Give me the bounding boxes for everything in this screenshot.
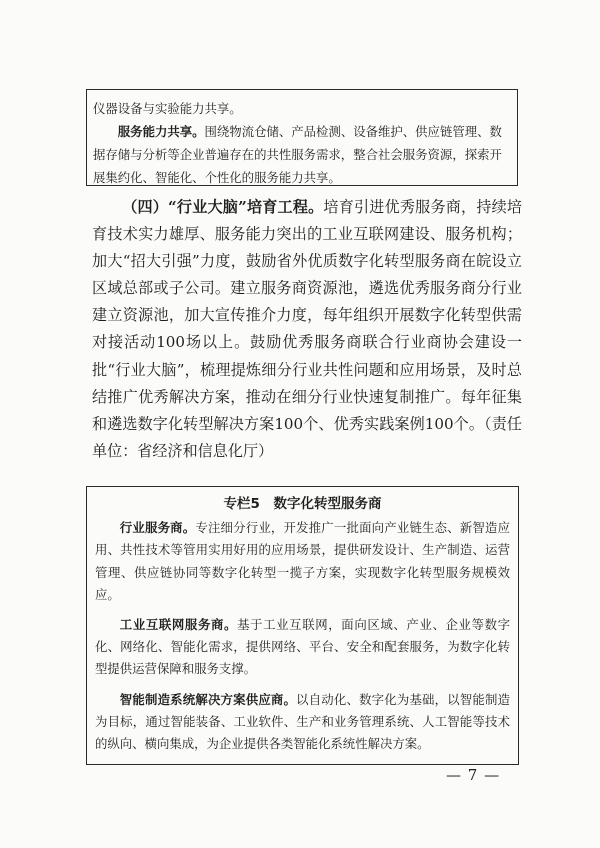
column-title: 专栏5 数字化转型服务商 bbox=[223, 496, 382, 512]
column-item-keyword: 工业互联网服务商。 bbox=[119, 617, 238, 633]
column-5-box bbox=[86, 486, 519, 765]
service-sharing-text: 围绕物流仓储、产品检测、设备维护、供应链管理、数据存储与分析等企业普遍存在的共性服务需求，整合社会服务资源，探索开展集约化、智能化、个性化的服务能力共享。 bbox=[93, 124, 502, 185]
industry-brain-section bbox=[92, 194, 522, 465]
continued-text: 仪器设备与实验能力共享。 bbox=[93, 101, 242, 116]
column-item-text: 以自动化、数字化为基础，以智能制造为目标，通过智能装备、工业软件、生产和业务管理系统、人工智能等技术的纵向、横向集成，为企业提供各类智能化系统性解决方案。 bbox=[95, 691, 510, 752]
resource-sharing-box bbox=[86, 89, 518, 186]
column-item-smart-manufacturing bbox=[95, 689, 510, 756]
service-sharing-paragraph bbox=[93, 120, 511, 189]
column-item-text: 专注细分行业，开发推广一批面向产业链生态、新智造应用、共性技术等管用实用好用的应用场景，提供研发设计、生产制造、运营管理、供应链协同等数字化转型一揽子方案，实现数字化转型服务规模效应。 bbox=[95, 520, 510, 602]
column-item-text: 基于工业互联网，面向区域、产业、企业等数字化、网络化、智能化需求，提供网络、平台、安全和配套服务，为数字化转型提供运营保障和服务支撑。 bbox=[95, 617, 511, 677]
column-item-keyword: 行业服务商。 bbox=[119, 520, 196, 536]
column-item-keyword: 智能制造系统解决方案供应商。 bbox=[119, 691, 297, 707]
page-number: — 7 — bbox=[446, 766, 501, 784]
service-sharing-keyword: 服务能力共享。 bbox=[117, 124, 205, 139]
section-heading: （四）“行业大脑”培育工程。 bbox=[122, 198, 324, 216]
column-item-iiot bbox=[95, 614, 510, 681]
column-item-industry bbox=[95, 517, 510, 606]
section-body: 培育引进优秀服务商，持续培育技术实力雄厚、服务能力突出的工业互联网建设、服务机构；加大“招大引强”力度，鼓励省外优质数字化转型服务商在皖设立区域总部或子公司。建立服务商资源池，遴选优秀服务商分行业建立资源池，加大宣传推介力度，每年组织开展数字化转型供需对接活动100场以上。鼓励优秀服务商联合行业商协会建设一批“行业大脑”，梳理提炼细分行业共性问题和应用场景，及时总结推广优秀解决方案，推动在细分行业快速复制推广。每年征集和遴选数字化转型解决方案100个、优秀实践案例100个。（责任单位：省经济和信息化厅） bbox=[92, 198, 522, 460]
